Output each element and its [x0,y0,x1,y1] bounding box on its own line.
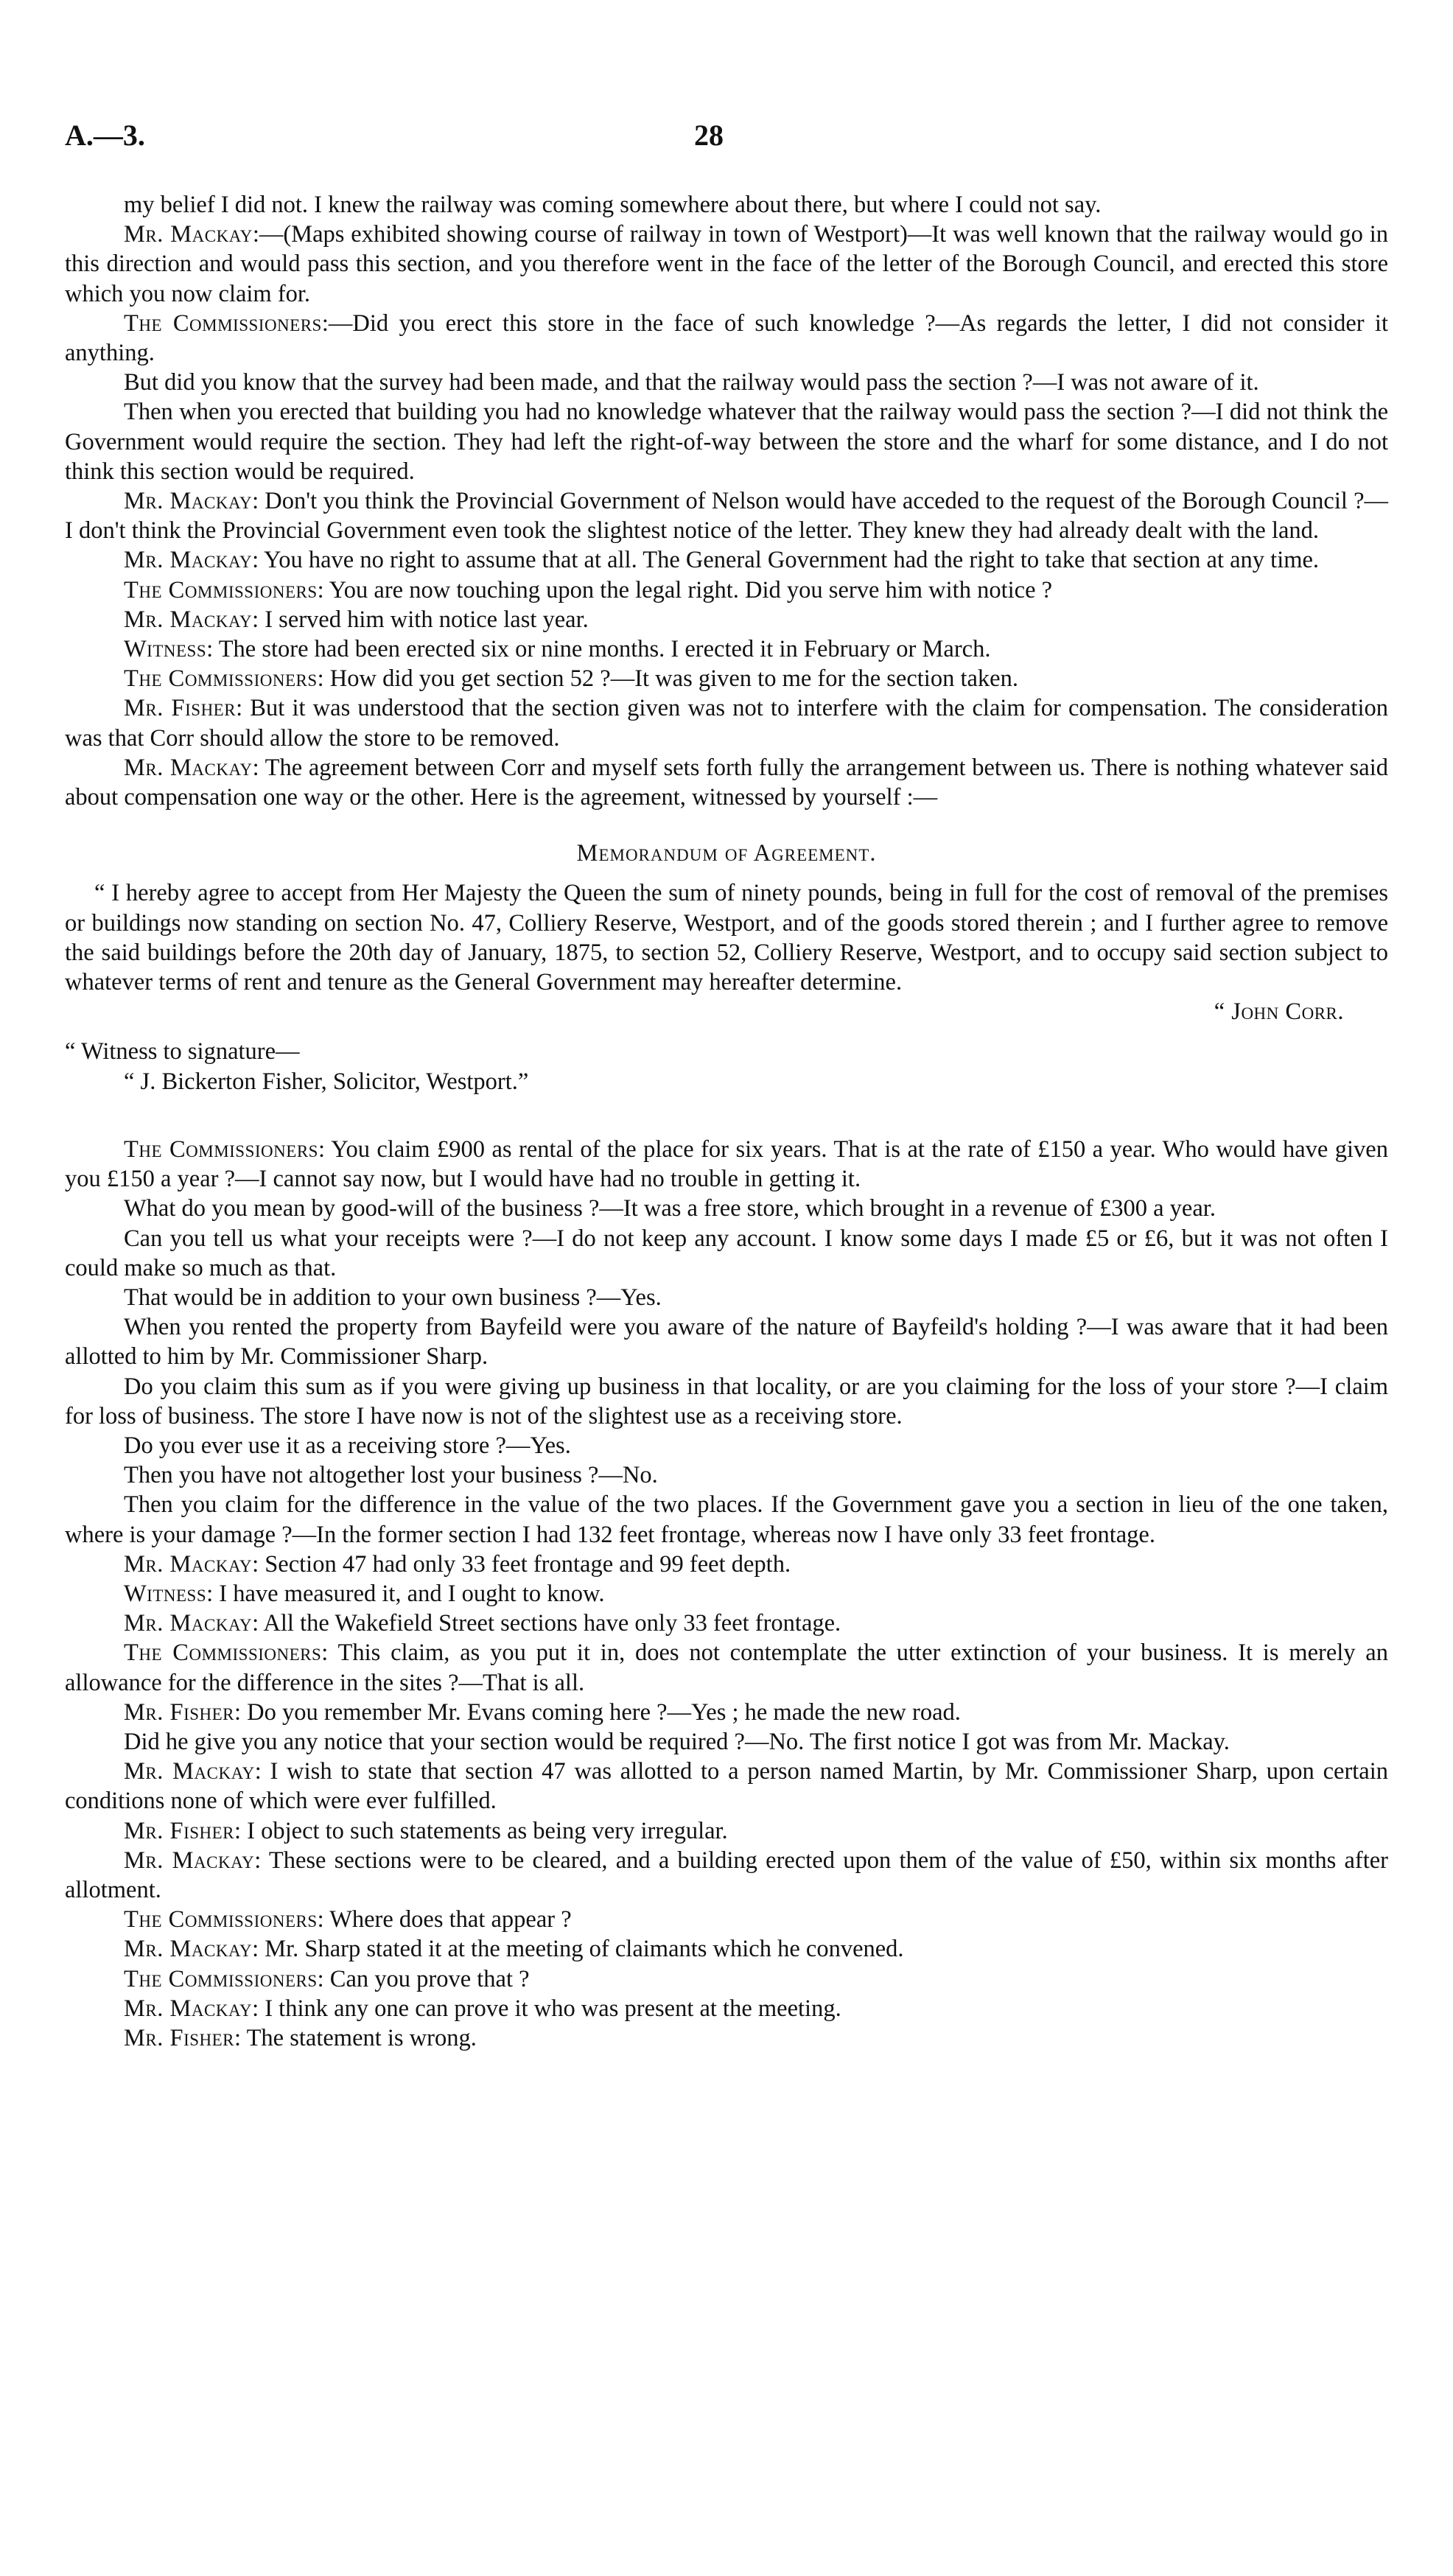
paragraph-text: Do you ever use it as a receiving store ?—Yes. [124,1432,571,1459]
testimony-paragraph [65,1312,1388,1371]
testimony-paragraph [65,1579,1388,1609]
paragraph-text: : Can you prove that ? [317,1965,530,1992]
testimony-paragraph [65,220,1388,309]
testimony-paragraph [65,397,1388,486]
testimony-paragraph [65,1816,1388,1846]
testimony-paragraph [65,693,1388,752]
paragraph-text: : This claim, as you put it in, does not contemplate the utter extinction of your business. It is merely an allowance for the difference in the sites ?—That is all. [65,1639,1388,1696]
paragraph-text: : But it was understood that the section given was not to interfere with the claim for compensation. The consideration was that Corr should allow the store to be removed. [65,695,1388,752]
memorandum-title: Memorandum of Agreement. [576,840,877,867]
testimony-paragraph [65,1846,1388,1905]
speaker-label: Mr. Fisher [124,1698,235,1726]
testimony-paragraph [65,2023,1388,2053]
paragraph-text: : The statement is wrong. [234,2024,477,2051]
paragraph-text: : I think any one can prove it who was present at the meeting. [252,1995,841,2022]
memorandum-signature [65,997,1388,1026]
paragraph-text: Do you claim this sum as if you were giving up business in that locality, or are you claiming for the loss of your store ?—I claim for loss of business. The store I have now is not of the slightest use as a receiving store. [65,1373,1388,1429]
testimony-paragraph [65,1964,1388,1994]
paragraph-text: Then when you erected that building you had no knowledge whatever that the railway would pass the section ?—I did not think the Government would require the section. They had left the right-of-way between the store and the wharf for some distance, and I do not think this section would be required. [65,399,1388,485]
paragraph-text: : I served him with notice last year. [252,606,589,633]
testimony-paragraph [65,1757,1388,1816]
testimony-paragraph [65,1934,1388,1964]
testimony-paragraph [65,1638,1388,1697]
witness-label: “ Witness to signature— [65,1038,300,1065]
speaker-label: Mr. Mackay [124,221,253,248]
paragraph-text: : Section 47 had only 33 feet frontage and 99 feet depth. [252,1550,791,1578]
paragraph-text: But did you know that the survey had been made, and that the railway would pass the section ?—I was not aware of it. [124,369,1259,396]
speaker-label: The Commissioners [124,665,318,693]
signature-name: “ John Corr. [1214,998,1344,1026]
speaker-label: Mr. Mackay [124,606,253,633]
testimony-paragraph [65,1283,1388,1312]
speaker-label: The Commissioners [124,576,318,603]
speaker-label: Mr. Mackay [124,1550,253,1578]
testimony-paragraph [65,1431,1388,1460]
speaker-label: Witness [124,1580,207,1607]
paragraph-text: : I wish to state that section 47 was allotted to a person named Martin, by Mr. Commissioner Sharp, upon certain conditions none of which were ever fulfilled. [65,1758,1388,1815]
paragraph-text: my belief I did not. I knew the railway was coming somewhere about there, but where I could not say. [124,192,1102,218]
testimony-paragraph [65,753,1388,812]
paragraph-text: :—Did you erect this store in the face of such knowledge ?—As regards the letter, I did not consider it anything. [65,309,1388,367]
testimony-paragraph [65,605,1388,634]
testimony-paragraph [65,1490,1388,1549]
paragraph-text: : These sections were to be cleared, and a building erected upon them of the value of £50, within six months after allotment. [65,1847,1388,1903]
speaker-label: Mr. Mackay [124,1847,255,1874]
paragraph-text: : Do you remember Mr. Evans coming here ?—Yes ; he made the new road. [234,1698,961,1726]
paragraph-text: Did he give you any notice that your section would be required ?—No. The first notice I got was from Mr. Mackay. [124,1728,1230,1755]
paragraph-text: : You have no right to assume that at all. The General Government had the right to take that section at any time. [252,547,1320,574]
testimony-paragraph [65,545,1388,575]
testimony-paragraph [65,575,1388,605]
speaker-label: Mr. Mackay [124,547,253,574]
paragraph-text: : The store had been erected six or nine months. I erected it in February or March. [206,636,991,663]
testimony-section-1 [65,190,1388,812]
paragraph-text: : The agreement between Corr and myself sets forth fully the arrangement between us. There is nothing whatever said about compensation one way or the other. Here is the agreement, witnessed by yourself :— [65,754,1388,811]
speaker-label: The Commissioners [124,1965,318,1992]
testimony-paragraph [65,486,1388,545]
speaker-label: Witness [124,636,207,663]
paragraph-text: : I have measured it, and I ought to know. [206,1580,605,1607]
paragraph-text: : Where does that appear ? [317,1906,572,1933]
testimony-paragraph [65,1224,1388,1283]
testimony-paragraph [65,634,1388,664]
testimony-paragraph [65,190,1388,220]
paragraph-text: Then you have not altogether lost your business ?—No. [124,1462,658,1489]
speaker-label: Mr. Fisher [124,1817,235,1844]
speaker-label: The Commissioners [124,1639,322,1667]
speaker-label: Mr. Mackay [124,1758,255,1785]
speaker-label: The Commissioners [124,309,322,337]
testimony-paragraph [65,1994,1388,2023]
paragraph-text: What do you mean by good-will of the business ?—It was a free store, which brought in a revenue of £300 a year. [124,1195,1216,1222]
paragraph-text: : Mr. Sharp stated it at the meeting of claimants which he convened. [252,1936,904,1963]
testimony-paragraph [65,1698,1388,1727]
testimony-paragraph [65,664,1388,693]
testimony-paragraph [65,1905,1388,1934]
testimony-paragraph [65,309,1388,368]
speaker-label: Mr. Mackay [124,1610,253,1637]
document-code: A.—3. [65,119,145,152]
paragraph-text: : All the Wakefield Street sections have only 33 feet frontage. [252,1610,841,1637]
speaker-label: Mr. Mackay [124,754,253,781]
page-body [65,190,1388,2053]
testimony-paragraph [65,1727,1388,1757]
paragraph-text: : You claim £900 as rental of the place for six years. That is at the rate of £150 a year. Who would have given you £150 a year ?—I cannot say now, but I would have had no trouble in getting it. [65,1135,1388,1193]
paragraph-text: When you rented the property from Bayfeild were you aware of the nature of Bayfeild's holding ?—I was aware that it had been allotted to him by Mr. Commissioner Sharp. [65,1314,1388,1371]
paragraph-text: : I object to such statements as being very irregular. [234,1817,728,1844]
testimony-paragraph [65,368,1388,397]
witness-name: “ J. Bickerton Fisher, Solicitor, Westport.” [124,1068,529,1095]
speaker-label: Mr. Mackay [124,1995,253,2022]
paragraph-text: : Don't you think the Provincial Government of Nelson would have acceded to the request of the Borough Council ?—I don't think the Provincial Government even took the slightest notice of the letter. They knew they had already dealt with the land. [65,488,1388,545]
speaker-label: Mr. Mackay [124,488,253,515]
paragraph-text: : You are now touching upon the legal right. Did you serve him with notice ? [317,576,1053,603]
page-header [65,118,1388,159]
speaker-label: Mr. Fisher [124,2024,235,2051]
testimony-paragraph [65,1135,1388,1194]
memorandum-body: “ I hereby agree to accept from Her Majesty the Queen the sum of ninety pounds, being in full for the cost of removal of the premises or buildings now standing on section No. 47, Colliery Reserve, Westport, and of the goods stored therein ; and I further agree to remove the said buildings before the 20th day of January, 1875, to section 52, Colliery Reserve, Westport, and to occupy said section subject to whatever terms of rent and tenure as the General Government may hereafter determine. [65,880,1388,996]
testimony-section-2 [65,1135,1388,2053]
testimony-paragraph [65,1460,1388,1490]
page-number: 28 [694,119,724,152]
testimony-paragraph [65,1372,1388,1431]
testimony-paragraph [65,1609,1388,1638]
testimony-paragraph [65,1194,1388,1223]
paragraph-text: Can you tell us what your receipts were ?—I do not keep any account. I know some days I made £5 or £6, but it was not often I could make so much as that. [65,1225,1388,1281]
speaker-label: Mr. Mackay [124,1936,253,1963]
speaker-label: Mr. Fisher [124,695,237,722]
paragraph-text: :—(Maps exhibited showing course of railway in town of Westport)—It was well known that the railway would go in this direction and would pass this section, and you therefore went in the face of the letter of the Borough Council, and erected this store which you now claim for. [65,221,1388,307]
paragraph-text: That would be in addition to your own business ?—Yes. [124,1284,662,1311]
paragraph-text: : How did you get section 52 ?—It was given to me for the section taken. [317,665,1018,693]
paragraph-text: Then you claim for the difference in the value of the two places. If the Government gave you a section in lieu of the one taken, where is your damage ?—In the former section I had 132 feet frontage, whereas now I have only 33 feet frontage. [65,1491,1388,1548]
speaker-label: The Commissioners [124,1906,318,1933]
testimony-paragraph [65,1550,1388,1579]
speaker-label: The Commissioners [124,1135,318,1163]
